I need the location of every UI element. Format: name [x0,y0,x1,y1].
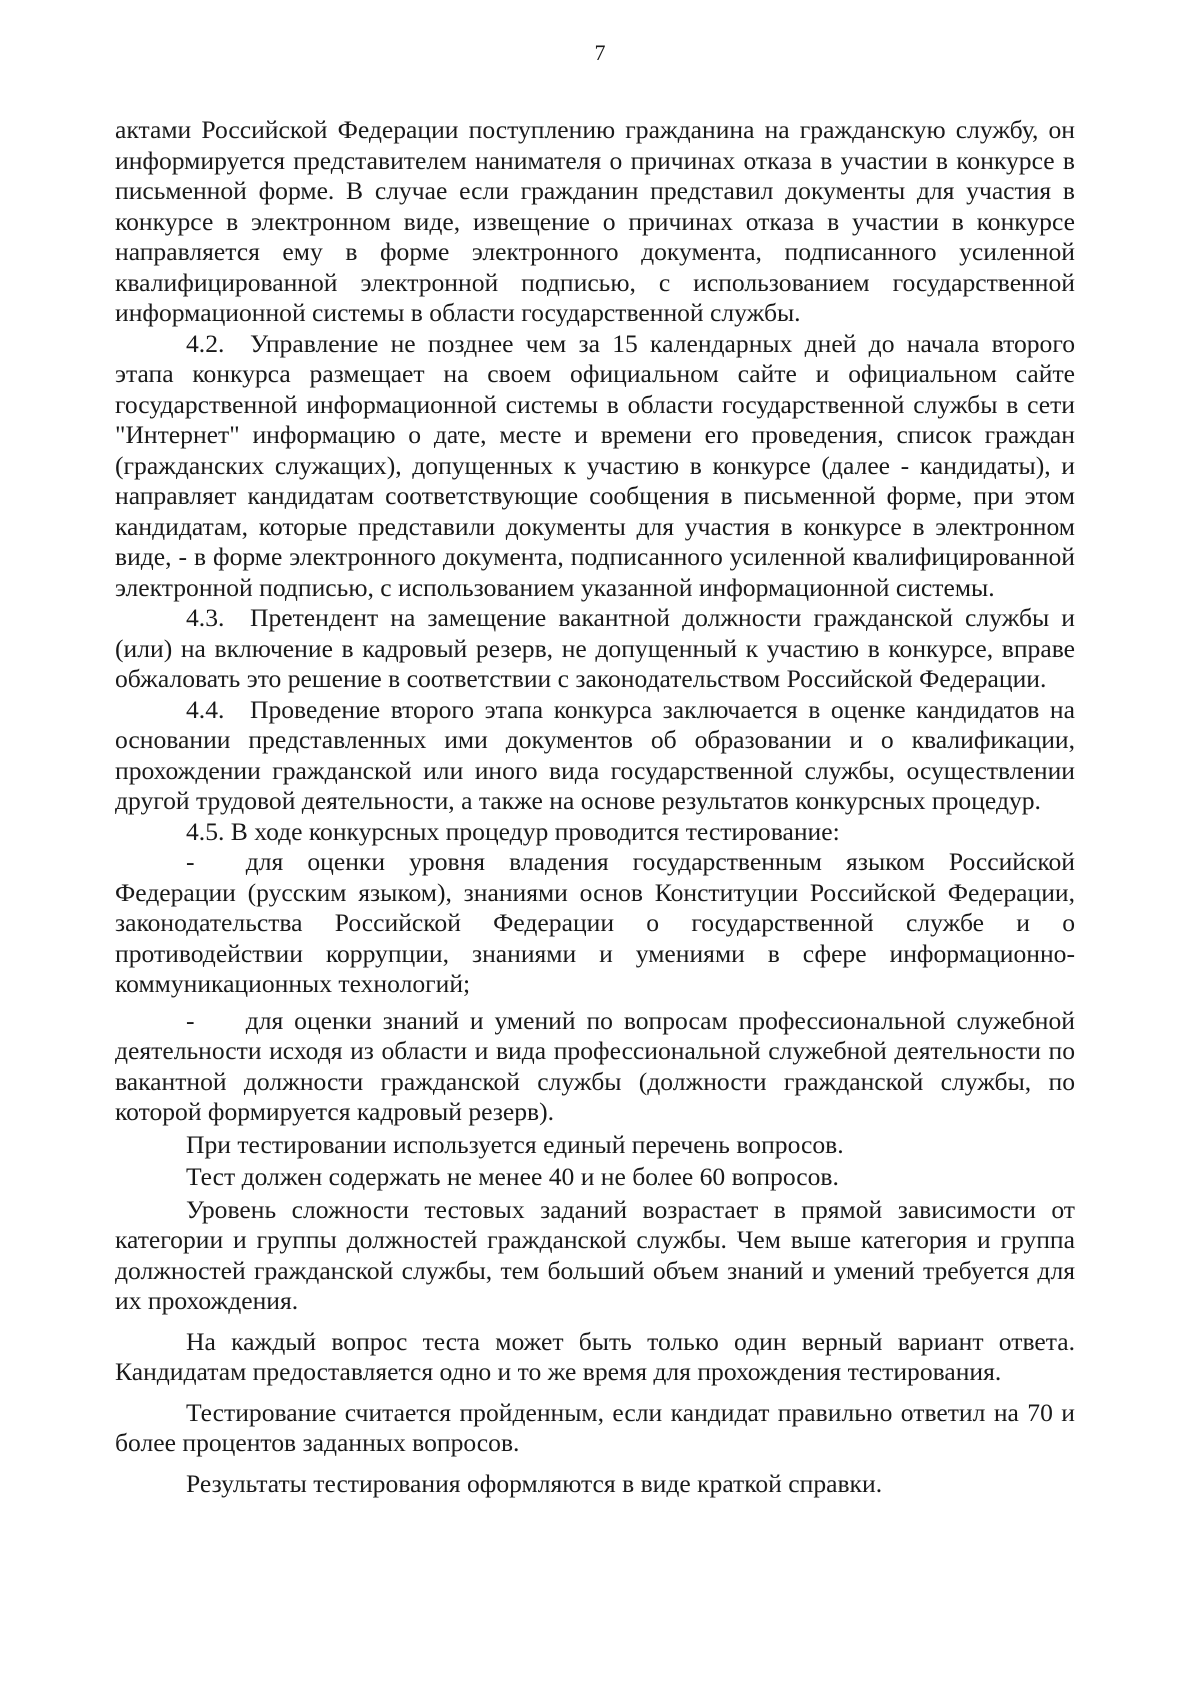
paragraph-4-4: 4.4. Проведение второго этапа конкурса заключается в оценке кандидатов на основании представленных ими документов об образовании и о квалификации, прохождении гражданской или иного вида государственной службы, осуществлении другой трудовой деятельности, а также на основе результатов конкурсных процедур. [115,694,1075,815]
list-item-testing-professional: - для оценки знаний и умений по вопросам профессиональной служебной деятельности исходя из области и вида профессиональной служебной деятельности по вакантной должности гражданской службы (должности гражданской службы, по которой формируется кадровый резерв). [115,1005,1075,1126]
paragraph-difficulty-level: Уровень сложности тестовых заданий возрастает в прямой зависимости от категории и группы должностей гражданской службы. Чем выше категория и группа должностей гражданской службы, тем больший объем знаний и умений требуется для их прохождения. [115,1194,1075,1315]
paragraph-single-question-list: При тестировании используется единый перечень вопросов. [186,1129,844,1159]
paragraph-question-count: Тест должен содержать не менее 40 и не более 60 вопросов. [186,1162,839,1191]
paragraph-4-5: 4.5. В ходе конкурсных процедур проводится тестирование: [186,816,840,846]
paragraph-4-2: 4.2. Управление не позднее чем за 15 календарных дней до начала второго этапа конкурса размещает на своем официальном сайте и официальном сайте государственной информационной системы в области государственной службы в сети "Интернет" информацию о дате, месте и времени его проведения, список граждан (гражданских служащих), допущенных к участию в конкурсе (далее - кандидаты), и направляет кандидатам соответствующие сообщения в письменной форме, при этом кандидатам, которые представили документы для участия в конкурсе в электронном виде, - в форме электронного документа, подписанного усиленной квалифицированной электронной подписью, с использованием указанной информационной системы. [115,328,1075,602]
paragraph-continuation: актами Российской Федерации поступлению гражданина на гражданскую службу, он информируется представителем нанимателя о причинах отказа в участии в конкурсе в письменной форме. В случае если гражданин представил документы для участия в конкурсе в электронном виде, извещение о причинах отказа в участии в конкурсе направляется ему в форме электронного документа, подписанного усиленной квалифицированной электронной подписью, с использованием государственной информационной системы в области государственной службы. [115,115,1075,327]
paragraph-test-results: Результаты тестирования оформляются в виде краткой справки. [186,1468,883,1498]
paragraph-test-passed: Тестирование считается пройденным, если кандидат правильно ответил на 70 и более процентов заданных вопросов. [115,1397,1075,1457]
page-number: 7 [594,40,606,65]
list-item-testing-language: - для оценки уровня владения государственным языком Российской Федерации (русским языком), знаниями основ Конституции Российской Федерации, законодательства Российской Федерации о государственной службе и о противодействии коррупции, знаниями и умениями в сфере информационно-коммуникационных технологий; [115,847,1075,998]
document-body [115,115,1075,1499]
paragraph-one-correct-answer: На каждый вопрос теста может быть только один верный вариант ответа. Кандидатам предоставляется одно и то же время для прохождения тестирования. [115,1326,1075,1386]
paragraph-4-3: 4.3. Претендент на замещение вакантной должности гражданской службы и (или) на включение в кадровый резерв, не допущенный к участию в конкурсе, вправе обжаловать это решение в соответствии с законодательством Российской Федерации. [115,603,1075,693]
